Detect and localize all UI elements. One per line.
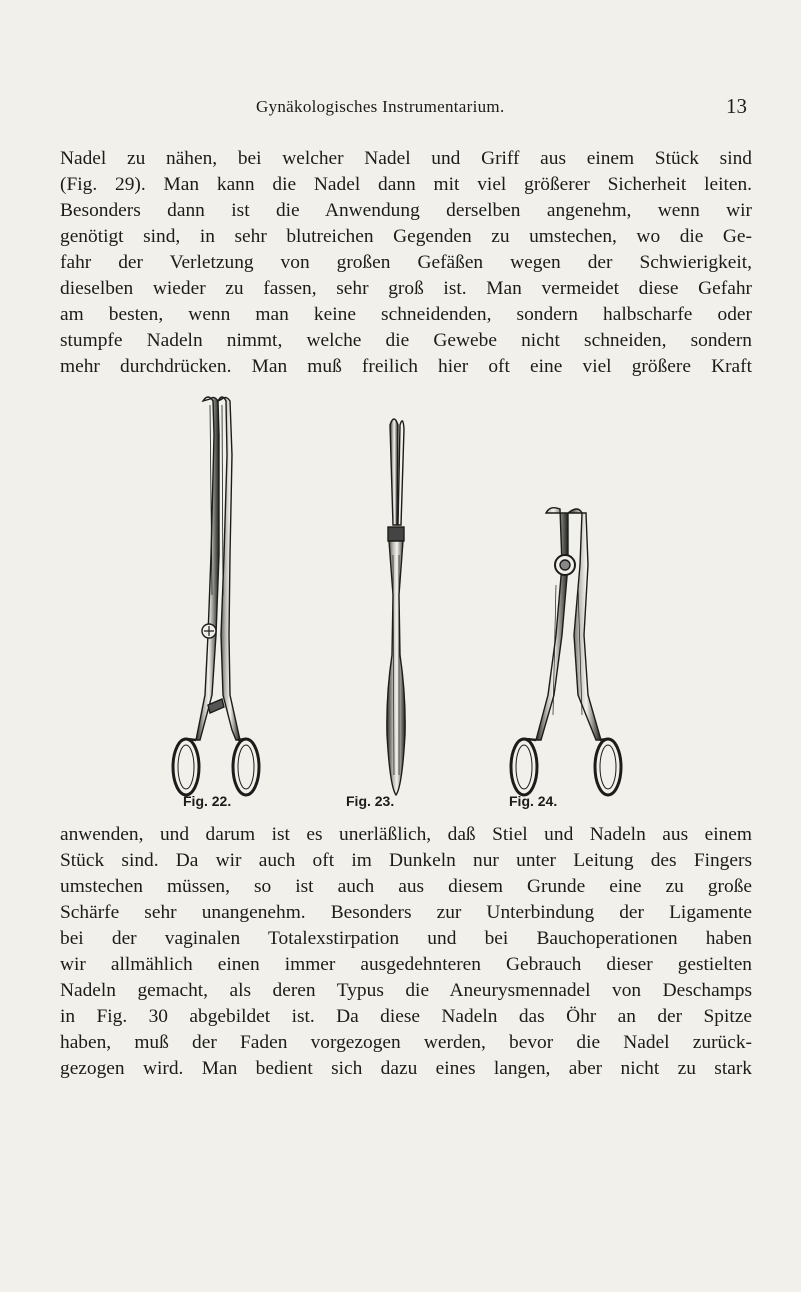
paragraph-top bbox=[60, 146, 752, 380]
text-line: in Fig. 30 abgebildet ist. Da diese Nadeln das Öhr an der Spitze bbox=[60, 1006, 752, 1027]
text-line: wir allmählich einen immer ausgedehnteren Gebrauch dieser gestielten bbox=[60, 954, 752, 975]
forceps-fig22 bbox=[173, 397, 259, 795]
figure-caption-22: Fig. 22. bbox=[183, 793, 232, 809]
text-line: Stück sind. Da wir auch oft im Dunkeln nur unter Leitung des Fingers bbox=[60, 850, 752, 871]
instrument-illustrations bbox=[0, 395, 801, 815]
text-line: stumpfe Nadeln nimmt, welche die Gewebe nicht schneiden, sondern bbox=[60, 330, 752, 351]
needle-fig23 bbox=[387, 419, 405, 795]
text-line: umstechen müssen, so ist auch aus diesem Grunde eine zu große bbox=[60, 876, 752, 897]
running-title: Gynäkologisches Instrumentarium. bbox=[256, 97, 505, 116]
text-line: anwenden, und darum ist es unerläßlich, daß Stiel und Nadeln aus einem bbox=[60, 824, 752, 845]
text-line: Nadeln gemacht, als deren Typus die Aneurysmennadel von Deschamps bbox=[60, 980, 752, 1001]
text-line: mehr durchdrücken. Man muß freilich hier oft eine viel größere Kraft bbox=[60, 356, 752, 377]
figure-caption-24: Fig. 24. bbox=[509, 793, 558, 809]
text-line: gezogen wird. Man bedient sich dazu eines langen, aber nicht zu stark bbox=[60, 1058, 752, 1079]
text-line: Nadel zu nähen, bei welcher Nadel und Griff aus einem Stück sind bbox=[60, 148, 752, 169]
text-line: (Fig. 29). Man kann die Nadel dann mit viel größerer Sicherheit leiten. bbox=[60, 174, 752, 195]
text-line: Besonders dann ist die Anwendung derselben angenehm, wenn wir bbox=[60, 200, 752, 221]
text-line: haben, muß der Faden vorgezogen werden, bevor die Nadel zurück- bbox=[60, 1032, 752, 1053]
page-number: 13 bbox=[726, 94, 747, 118]
text-line: genötigt sind, in sehr blutreichen Gegenden zu umstechen, wo die Ge- bbox=[60, 226, 752, 247]
figure-caption-23: Fig. 23. bbox=[346, 793, 395, 809]
text-line: dieselben wieder zu fassen, sehr groß ist. Man vermeidet diese Gefahr bbox=[60, 278, 752, 299]
text-line: am besten, wenn man keine schneidenden, sondern halbscharfe oder bbox=[60, 304, 752, 325]
text-line: Schärfe sehr unangenehm. Besonders zur Unterbindung der Ligamente bbox=[60, 902, 752, 923]
forceps-fig24 bbox=[511, 508, 621, 795]
text-line: fahr der Verletzung von großen Gefäßen wegen der Schwierigkeit, bbox=[60, 252, 752, 273]
paragraph-bottom bbox=[60, 822, 752, 1082]
text-line: bei der vaginalen Totalexstirpation und bei Bauchoperationen haben bbox=[60, 928, 752, 949]
running-head bbox=[0, 94, 801, 121]
instrument-figures bbox=[0, 395, 801, 815]
